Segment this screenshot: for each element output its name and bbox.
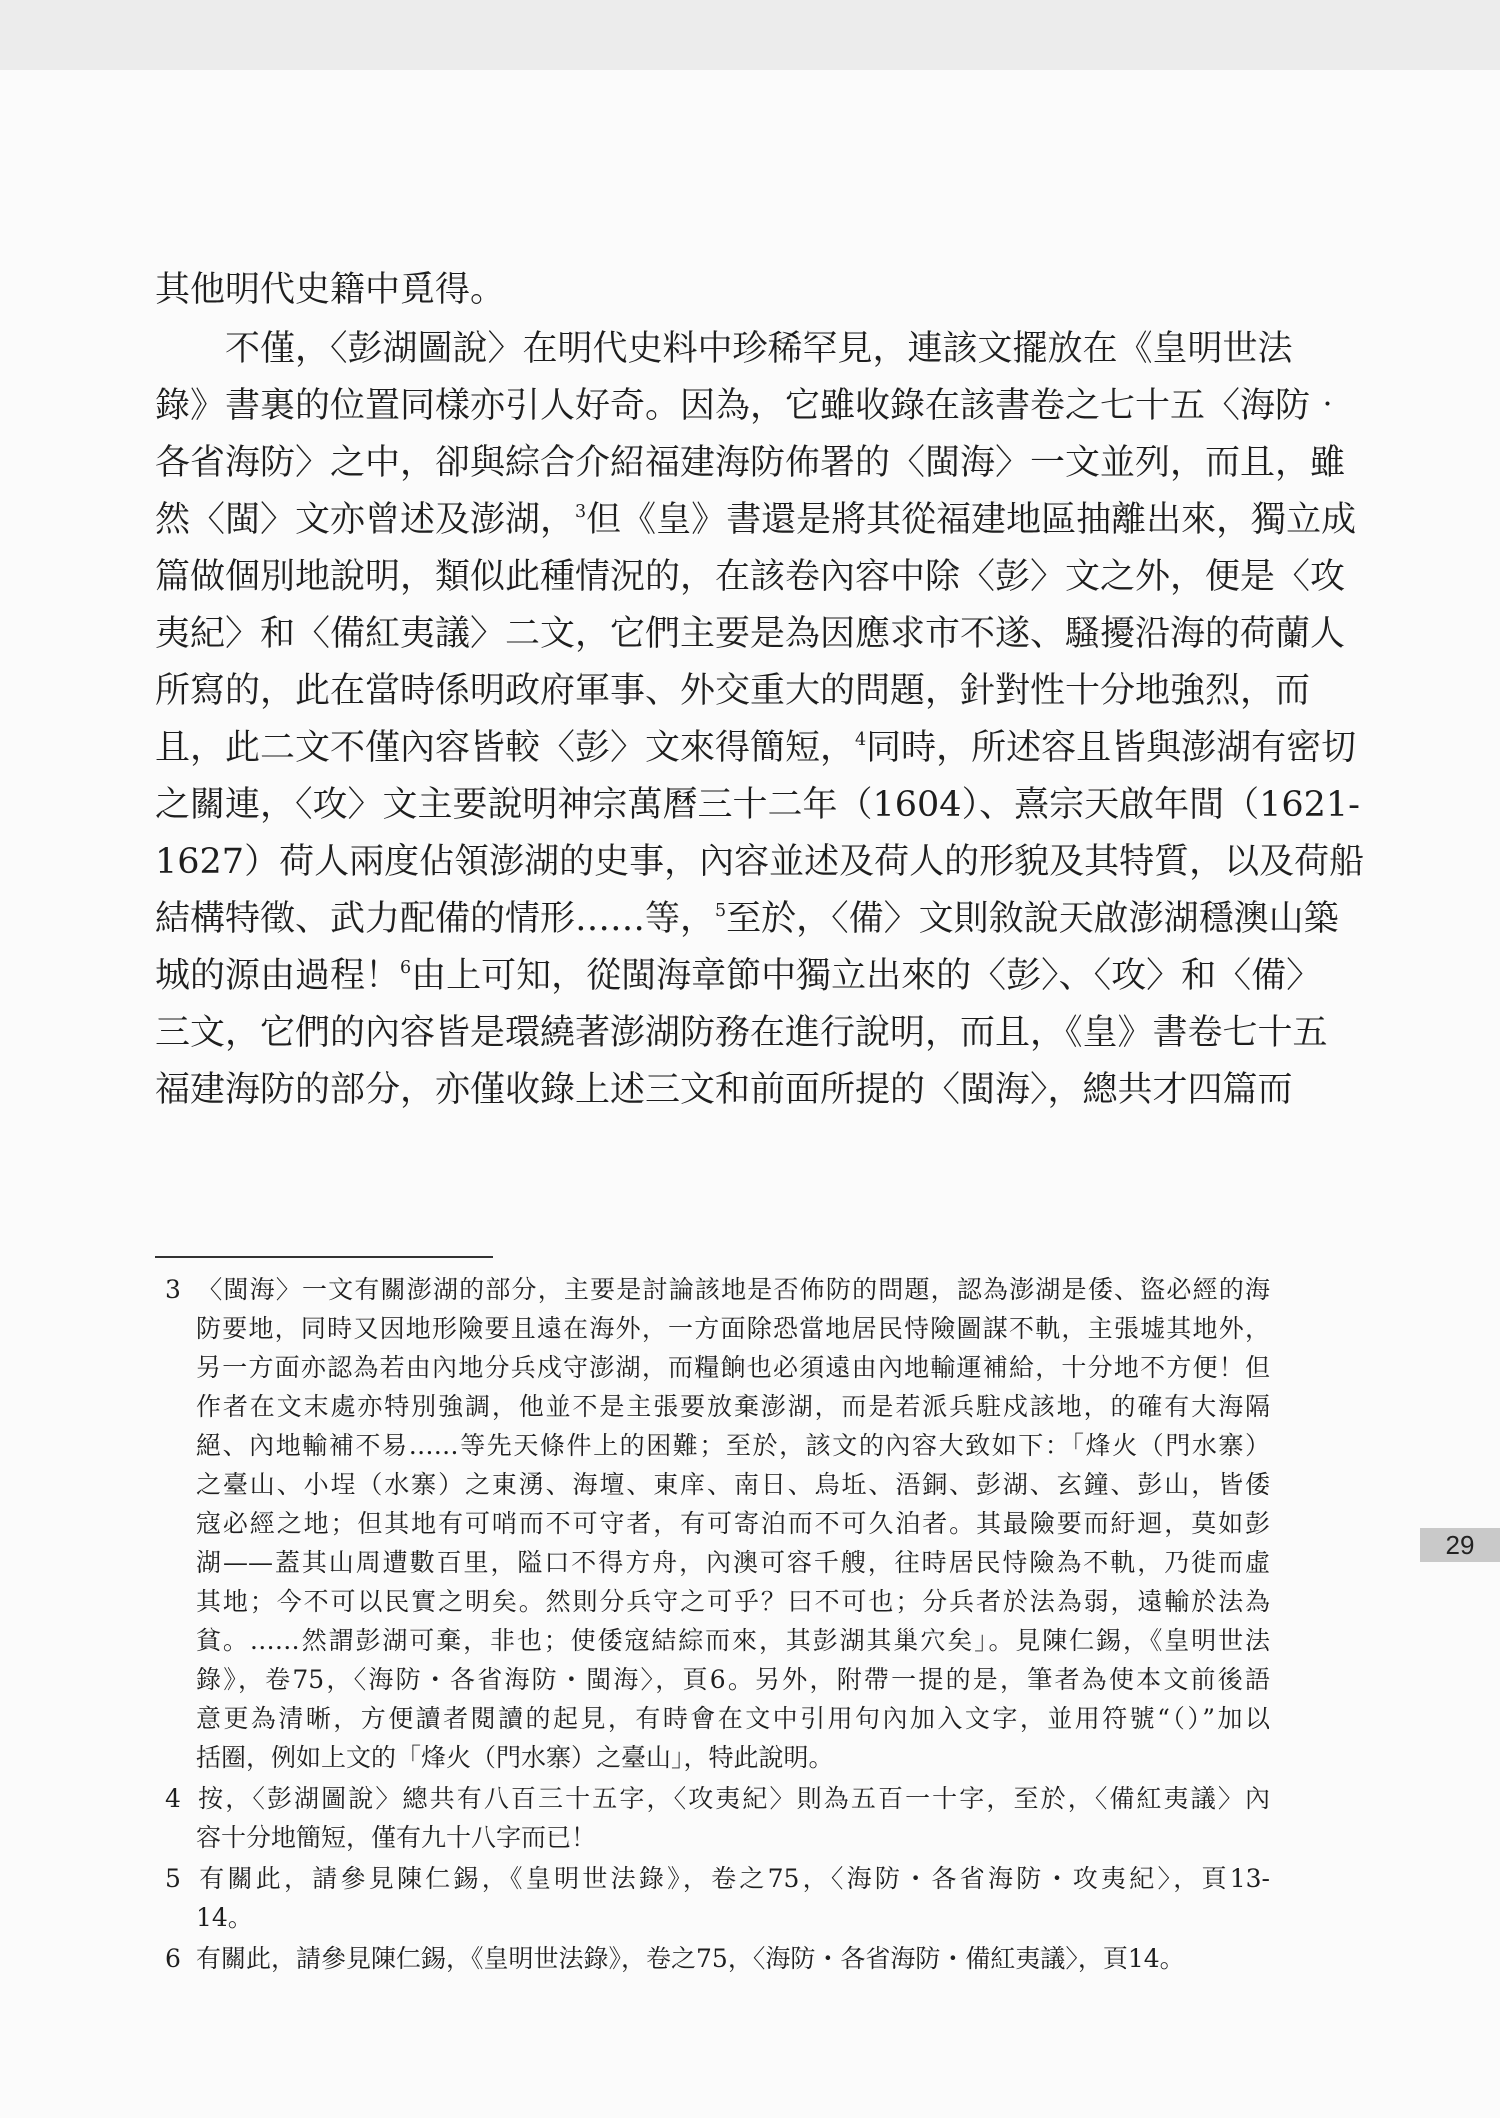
body-line: 福建海防的部分，亦僅收錄上述三文和前面所提的〈閩海〉，總共才四篇而	[155, 1070, 1293, 1110]
body-line: 篇做個別地說明，類似此種情況的，在該卷內容中除〈彭〉文之外，便是〈攻	[155, 557, 1346, 597]
text-segment: 同時，所述容且皆與澎湖有密切	[866, 728, 1357, 768]
text-segment: 但《皇》書還是將其從福建地區抽離出來，獨立成	[586, 500, 1357, 540]
text-segment: 至於，〈備〉文則敘說天啟澎湖穩澳山築	[726, 899, 1339, 939]
footnote-ref[interactable]: 3	[575, 502, 587, 522]
footnote-5	[165, 1862, 1270, 1896]
footnote-line: 湖——蓋其山周遭數百里，隘口不得方舟，內澳可容千艘，往時居民恃險為不軌，乃徙而虛	[196, 1548, 1270, 1577]
body-line: 之關連，〈攻〉文主要說明神宗萬曆三十二年（1604）、熹宗天啟年間（1621-	[155, 785, 1360, 825]
footnote-separator	[155, 1256, 493, 1258]
body-line	[155, 495, 1357, 545]
body-line: 1627）荷人兩度佔領澎湖的史事，內容並述及荷人的形貌及其特質，以及荷船	[155, 842, 1365, 882]
footnote-line: 其地；今不可以民實之明矣。然則分兵守之可乎？曰不可也；分兵者於法為弱，遠輸於法為	[196, 1587, 1270, 1616]
body-line: 三文，它們的內容皆是環繞著澎湖防務在進行說明，而且，《皇》書卷七十五	[155, 1013, 1328, 1053]
footnote-number: 6	[165, 1944, 181, 1973]
footnote-number: 3	[165, 1275, 181, 1304]
footnote-line: 防要地，同時又因地形險要且遠在海外，一方面除恐當地居民恃險圖謀不軌，主張墟其地外，	[196, 1314, 1270, 1343]
footnote-line: 絕、內地輸補不易……等先天條件上的困難；至於，該文的內容大致如下：「烽火（門水寨）	[196, 1431, 1270, 1460]
text-segment: 且，此二文不僅內容皆較〈彭〉文來得簡短，	[155, 728, 856, 768]
footnote-line: 〈閩海〉一文有關澎湖的部分，主要是討論該地是否佈防的問題，認為澎湖是倭、盜必經的海	[196, 1275, 1270, 1304]
body-line: 夷紀〉和〈備紅夷議〉二文，它們主要是為因應求市不遂、騷擾沿海的荷蘭人	[155, 614, 1346, 654]
footnote-line: 容十分地簡短，僅有九十八字而已！	[196, 1823, 597, 1852]
footnote-4	[165, 1782, 1270, 1816]
footnote-ref[interactable]: 4	[855, 730, 867, 750]
footnote-ref[interactable]: 6	[400, 958, 412, 978]
footnote-number: 4	[165, 1784, 181, 1813]
body-line	[155, 951, 1322, 1001]
text-segment: 結構特徵、武力配備的情形……等，	[155, 899, 716, 939]
text-segment: 然〈閩〉文亦曾述及澎湖，	[155, 500, 576, 540]
footnote-3	[165, 1273, 1270, 1307]
footnote-6	[165, 1942, 1270, 1976]
text-segment: 由上可知，從閩海章節中獨立出來的〈彭〉、〈攻〉和〈備〉	[411, 956, 1322, 996]
footnote-line: 有關此，請參見陳仁錫，《皇明世法錄》，卷之75，〈海防・各省海防・攻夷紀〉，頁13-	[196, 1864, 1270, 1893]
body-line: 所寫的，此在當時係明政府軍事、外交重大的問題，針對性十分地強烈，而	[155, 671, 1311, 711]
footnote-ref[interactable]: 5	[715, 901, 727, 921]
footnote-line: 括圈，例如上文的「烽火（門水寨）之臺山」，特此說明。	[196, 1743, 834, 1772]
footnote-line: 意更為清晰，方便讀者閱讀的起見，有時會在文中引用句內加入文字，並用符號“（）”加以	[196, 1704, 1270, 1733]
page-number: 29	[1420, 1528, 1500, 1562]
body-line: 不僅，〈彭湖圖說〉在明代史料中珍稀罕見，連該文擺放在《皇明世法	[225, 329, 1293, 369]
body-line: 錄》書裏的位置同樣亦引人好奇。因為，它雖收錄在該書卷之七十五〈海防‧	[155, 386, 1346, 426]
text-segment: 城的源由過程！	[155, 956, 401, 996]
footnote-line: 貧。……然謂彭湖可棄，非也；使倭寇結綜而來，其彭湖其巢穴矣」。見陳仁錫，《皇明世法	[196, 1626, 1270, 1655]
footnote-line: 14。	[196, 1903, 253, 1932]
footnote-line: 錄》，卷75，〈海防・各省海防・閩海〉，頁6。另外，附帶一提的是，筆者為使本文前後語	[196, 1665, 1270, 1694]
body-line	[155, 723, 1357, 773]
footnote-line: 按，〈彭湖圖說〉總共有八百三十五字，〈攻夷紀〉則為五百一十字，至於，〈備紅夷議〉內	[196, 1784, 1270, 1813]
footnote-line: 寇必經之地；但其地有可哨而不可守者，有可寄泊而不可久泊者。其最險要而紆迴，莫如彭	[196, 1509, 1270, 1538]
body-line: 其他明代史籍中覓得。	[155, 270, 506, 310]
body-line	[155, 894, 1339, 944]
footnote-line: 另一方面亦認為若由內地分兵戍守澎湖，而糧餉也必須遠由內地輸運補給，十分地不方便！但	[196, 1353, 1270, 1382]
body-line: 各省海防〉之中，卻與綜合介紹福建海防佈署的〈閩海〉一文並列，而且，雖	[155, 443, 1346, 483]
footnote-number: 5	[165, 1864, 181, 1893]
footnote-line: 之臺山、小埕（水寨）之東湧、海壇、東庠、南日、烏坵、浯銅、彭湖、玄鐘、彭山，皆倭	[196, 1470, 1270, 1499]
footnote-line: 有關此，請參見陳仁錫，《皇明世法錄》，卷之75，〈海防・各省海防・備紅夷議〉，頁14。	[196, 1944, 1185, 1973]
scan-top-band	[0, 0, 1500, 70]
footnote-line: 作者在文末處亦特別強調，他並不是主張要放棄澎湖，而是若派兵駐戍該地，的確有大海隔	[196, 1392, 1270, 1421]
